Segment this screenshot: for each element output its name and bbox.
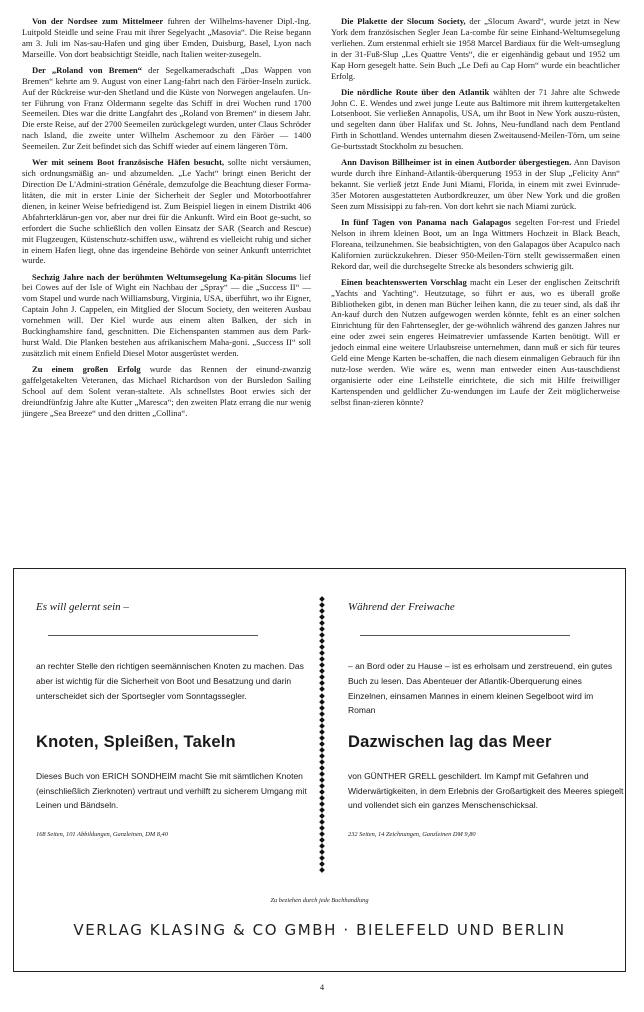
article-text: wurde das Rennen der einund-zwanzig gaffelgetakelten Veteranen, das Michael Richardson von der Bursledon Sailing School auf dem Solent veran-staltete. Als schnellstes Boot erwies sich der dreiundfünfzig Jahre alte Kutter „Maresca“; den zweiten Platz errang die nur wenig jüngere „Sea Breeze“ und den dritten „Collina“. — [22, 363, 312, 418]
article-paragraph — [22, 272, 311, 359]
diamond-divider — [319, 597, 325, 873]
right-column — [331, 16, 620, 413]
ad-book-knoten — [28, 569, 316, 899]
ad-availability-note: Zu beziehen durch jede Buchhandlung — [270, 897, 369, 904]
ad-book-meer — [340, 569, 628, 899]
ad-intro: – an Bord oder zu Hause – ist es erholsam und zerstreuend, ein gutes Buch zu lesen. Das Abenteuer der Atlantik-Überquerung eines Einzelnen, einsamen Mannes in einem kleinen Segelboot wird im Roman — [348, 661, 613, 716]
article-paragraph — [22, 16, 311, 60]
ad-slogan: Es will gelernt sein – — [36, 601, 129, 613]
book-advertisement — [13, 568, 626, 972]
article-paragraph — [22, 364, 311, 419]
left-column — [22, 16, 311, 424]
article-lead: Von der Nordsee zum Mittelmeer — [32, 16, 164, 26]
article-lead: Die nördliche Route über den Atlantik — [341, 86, 490, 97]
article-lead: In fünf Tagen von Panama nach Galapagos — [341, 216, 512, 227]
article-text: wählten der 71 Jahre alte Schwede John C. E. Wendes und zwei junge Leute aus Baltimore mit ihrem kuttergetakelten Lotsenboot. Sie verließen Annapolis, USA, um ihr Boot in New York auszu-rüsten, und segelten dann über Halifax und St. Johns, Neu-fundland nach dem Pentland Firth in Schottland. Wendes unternahm diesen Zweitausend-Meilen-Törn, um seine Ge-burtsstadt Stockholm zu besuchen. — [331, 86, 620, 152]
article-text: lief bei Cowes auf der Isle of Wight ein Nachbau der „Spray“ — die „Success II“ — vom Stapel und wurde nach Williamsburg, Virginia, USA, überführt, wo ihr Eigner, Captain John J. Cappelen, ein Mitglied der Slocum Society, den weiteren Ausbau vornehmen will. Der Kiel wurde aus einem alten Balken, der sich in Buckinghamshire fand, geschnitten. Die Eichenspanten stammen aus dem Park-hurst Wald. Die Planken bestehen aus afrikanischem Maha-goni. „Success II“ soll zusätzlich mit einem Enfield Diesel Motor ausgerüstet werden. — [22, 271, 311, 358]
ad-description: Dieses Buch von ERICH SONDHEIM macht Sie mit sämtlichen Knoten (einschließlich Zierknoten) vertraut und verhilft zu sicherem Umgang mit Leinen und Bändseln. — [36, 771, 307, 811]
article-lead: Der „Roland von Bremen“ — [32, 64, 142, 75]
article-text: der Segelkameradschaft „Das Wappen von Bremen“ kehrte am 9. August von einer Lang-fahrt nach den Färöer-Inseln zurück. Auf der Rückreise wur-den Shetland und die Küste von Norwegen angelaufen. Un-ter Führung von Franz Oldermann segelte das Schiff in drei Wochen rund 1700 Seemeilen. Dies war die dritte Langfahrt des „Roland von Bremen“ in diesem Jahr. Die erste Reise, auf der 2700 Seemeilen zurückgelegt wurden, unter Claus Schröder nach Island, die zweite unter Wilhelm Aschemoor zu den Färöer — 1400 Seemeilen. Zur Zeit befindet sich das Schiff wieder auf einem längeren Törn. — [22, 64, 311, 152]
article-text: fuhren der Wilhelms-havener Dipl.-Ing. Luitpold Steidle und seine Frau mit ihrer Segelyacht „Masovia“. Die Reise begann am 3. Juli im Nas-sau-Hafen und ging über Emden, Duisburg, Basel, Lyon nach Marseille. Von dort beabsichtigt Steidle, nach Italien weiter-zusegeln. — [22, 16, 312, 59]
ad-book-title: Dazwischen lag das Meer — [348, 733, 552, 751]
ad-book-details: 168 Seiten, 101 Abbildungen, Ganzleinen, DM 8,40 — [36, 831, 168, 838]
page-number: 4 — [319, 982, 325, 992]
article-text: Ann Davison wurde durch ihre Einhand-Atlantik-überquerung 1953 in der Slup „Felicity Ann“ bekannt. Sie verließ jetzt Ende Juni Miami, Florida, in einem mit zwei Evinrude-35er Motoren ausgestatteten Autbordkreuzer, um über New York und die großen Seen zum Missisippi zu fah-ren. Von dort kehrt sie nach Miami zurück. — [331, 157, 620, 211]
article-lead: Sechzig Jahre nach der berühmten Weltumsegelung Ka-pitän Slocums — [32, 271, 297, 282]
ad-intro: an rechter Stelle den richtigen seemännischen Knoten zu machen. Das aber ist wichtig für die Sicherheit von Boot und Besatzung und darin unterscheidet sich der Sportsegler vom Sonntagssegler. — [36, 661, 304, 701]
article-lead: Zu einem großen Erfolg — [32, 363, 141, 374]
article-paragraph — [331, 277, 620, 408]
article-paragraph — [331, 217, 620, 272]
ad-book-details: 232 Seiten, 14 Zeichnungen, Ganzleinen DM 9,80 — [348, 831, 476, 838]
publisher-name: VERLAG KLASING & CO GMBH · BIELEFELD UND BERLIN — [73, 921, 566, 939]
ad-book-title: Knoten, Spleißen, Takeln — [36, 733, 236, 751]
article-lead: Einen beachtenswerten Vorschlag — [341, 276, 467, 287]
article-paragraph — [331, 16, 620, 81]
article-lead: Wer mit seinem Boot französische Häfen besucht, — [32, 157, 225, 168]
article-lead: Ann Davison Billheimer ist in einen Autborder übergestiegen. — [341, 157, 572, 168]
article-paragraph — [22, 157, 311, 266]
article-paragraph — [22, 65, 311, 152]
article-lead: Die Plakette der Slocum Society, — [341, 16, 466, 26]
article-text: sollte nicht versäumen, sich ordnungsmäßig an- und abzumelden. „Le Yacht“ bringt einen Bericht der Direction De L'Admini-stration Générale, demzufolge die Beachtung dieser Forma-litäten, die mit in erster Linie der Sicherheit der Segler und Motorbootfahrer dienen, in keiner Weise befriedigend ist. Zum Beispiel liegen in einem Distrikt 406 Abfahrterklärun-gen vor, aber nur drei für die Ankunft. Wird ein Boot ge-sucht, so erfordert die Suche schließlich den vollen Einsatz der SAR (Search and Rescue) mit Flugzeugen, Küstenschutz-schiffen usw., während es vielleicht ruhig und sicher in einem Hafen liegt, ohne das irgendeine Behörde von seiner Ankunft unterrichtet wurde. — [22, 157, 311, 266]
article-text: der „Slocum Award“, wurde jetzt in New York dem französischen Segler Jean La-combe für seine Einhand-Weltumsegelung verliehen. Zum erstenmal erhielt sie 1958 Marcel Bardiaux für die Welt-umseglung in der 31-Fuß-Slup „Les Quattre Vents“, die er eigenhändig gebaut und 1952 um Kap Horn gesegelt hatte. Sein Buch „Le Defi au Cap Horn“ wurde ein beachtlicher Erfolg. — [331, 16, 620, 81]
article-paragraph — [331, 157, 620, 212]
ad-description: von GÜNTHER GRELL geschildert. Im Kampf mit Gefahren und Widerwärtigkeiten, in dem Erlebnis der Großartigkeit des Meeres spiegelt und vollendet sich ein ganzes Menschenschicksal. — [348, 771, 624, 811]
article-text: segelten For-rest und Friedel Nelson in ihrem kleinen Boot, um an Inga Wittmers Hochzeit in Black Beach, Floreana, teilzunehmen. Sie beabsichtigten, von den Galapagos über Acapulco nach Kalifornien zurückzukehren. Dieser 950-Meilen-Törn stellt gewissermaßen einen Rekord dar, weil die durchsegelte Strecke als besonders schwierig gilt. — [331, 216, 620, 271]
ad-slogan: Während der Freiwache — [348, 601, 455, 613]
divider — [360, 635, 570, 636]
divider — [48, 635, 258, 636]
article-paragraph — [331, 87, 620, 152]
article-text: macht ein Leser der englischen Zeitschrift „Yachts and Yachting“. Heutzutage, so führt er aus, wo es überall große Bibliotheken gibt, in denen man Bücher leihen kann, die zu teuer sind, als daß ihr An-kauf durch den Nutzen aufgewogen werden könnte, fehlt es an einer solchen Einrichtung für den Fahrtensegler, der ge-wöhnlich während des ganzen Jahres nur eine oder zwei sein engeres Heimatrevier umfassende Karten benötigt. Will er jedoch einmal eine weitere Urlaubsreise unternehmen, dann muß er sich für teures Geld eine Menge Karten be-schaffen, die nach diesem einmaligen Gebrauch für ihn nutz-lose werden. Wie wäre es, wenn man entweder einen Aus-tauschdienst organisierte oder eine Leihstelle einrichtete, die sich mit Hilfe freiwilliger Kartenspenden und geldlicher Zu-wendungen im Laufe der Zeit möglicherweise selbst finan-zieren könnte? — [331, 276, 620, 407]
